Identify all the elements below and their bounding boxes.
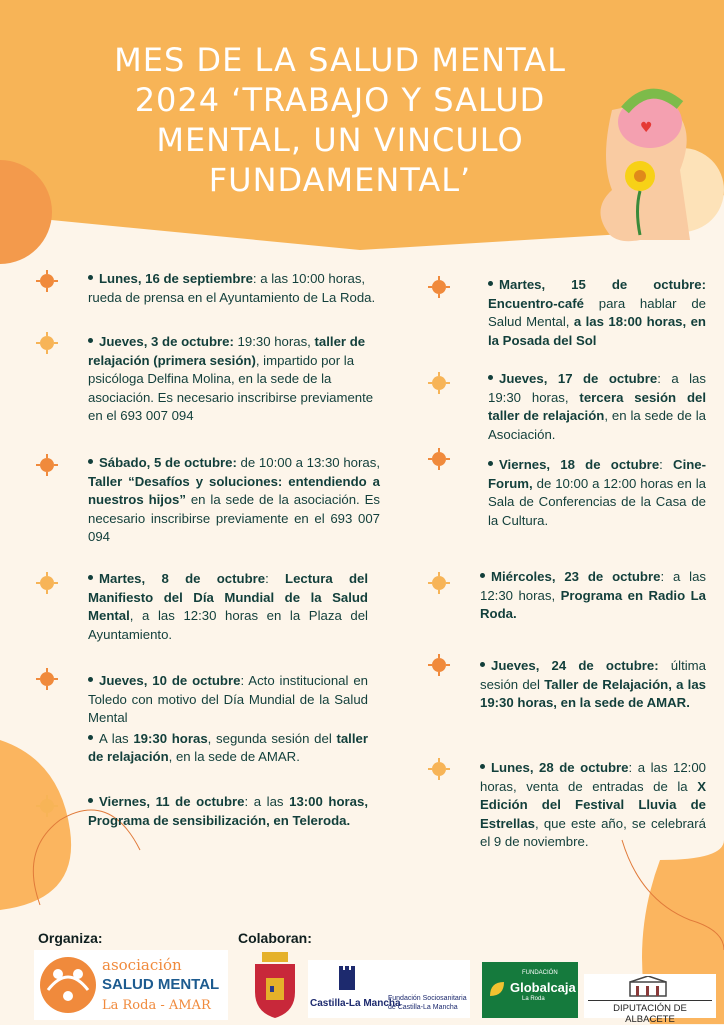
event-text: para hablar de Salud Mental, — [488, 295, 706, 330]
event-highlight: X Edición del Festival Lluvia de Estrellas — [480, 778, 706, 831]
event-date: Viernes, 11 de octubre — [99, 794, 245, 809]
event-highlight: Lectura del Manifiesto del Día Mundial de la Salud Mental — [88, 571, 369, 624]
building-icon — [628, 976, 668, 998]
event-text: , en la sede de AMAR. — [168, 749, 300, 765]
event-text: , impartido por la psicóloga Delfina Molina, en la sede de la asociación. Es necesario inscribirse previamente en el 693 007 094 — [88, 352, 374, 424]
event-date: Lunes, 16 de septiembre — [99, 271, 253, 286]
event-text: : — [265, 571, 286, 586]
sun-bullet-icon — [36, 454, 58, 476]
castle-icon — [336, 964, 358, 992]
sun-bullet-icon — [428, 758, 450, 780]
amar-people-icon — [38, 954, 98, 1016]
amar-line-2: SALUD MENTAL — [102, 976, 220, 993]
sun-bullet-icon — [36, 332, 58, 354]
event-date: Jueves, 3 de octubre: — [99, 334, 234, 349]
sun-bullet-icon — [36, 572, 58, 594]
event-text: , en la sede de la Asociación. — [488, 408, 706, 442]
organiza-label: Organiza: — [38, 930, 103, 946]
event-text: de 10:00 a 13:30 horas, — [236, 455, 380, 470]
event-text: A las — [99, 730, 134, 746]
event-highlight: a las 18:00 horas, en la Posada del Sol — [488, 314, 706, 348]
event-date: Jueves, 10 de octubre — [99, 673, 241, 688]
event-item — [488, 456, 706, 530]
event-date: Jueves, 24 de octubre: — [491, 658, 659, 673]
event-item — [88, 793, 368, 830]
event-item — [480, 568, 706, 624]
globalcaja-name: Globalcaja — [510, 980, 576, 995]
event-item — [488, 276, 706, 350]
event-date: Martes, 15 de octubre: Encuentro-café — [488, 277, 706, 311]
leaf-icon — [488, 980, 506, 998]
title-line-2: 2024 ‘TRABAJO Y SALUD — [134, 81, 546, 119]
event-date: Martes, 8 de octubre — [99, 571, 266, 586]
event-highlight: 13:00 horas, Programa de sensibilización, en Teleroda. — [88, 794, 368, 828]
event-text: : a las 19:30 horas, — [488, 371, 706, 405]
amar-logo — [34, 950, 228, 1020]
event-item — [88, 333, 380, 426]
event-highlight: Taller de Relajación, a las 19:30 horas, en la sede de AMAR. — [480, 676, 707, 711]
event-date: Viernes, 18 de octubre — [499, 457, 660, 472]
event-date: Jueves, 17 de octubre — [499, 371, 658, 386]
sun-bullet-icon — [428, 276, 450, 298]
svg-text:♥: ♥ — [640, 120, 653, 136]
globalcaja-logo — [482, 962, 578, 1018]
page-title — [70, 40, 610, 200]
event-item — [88, 454, 380, 547]
event-text: : a las 12:00 horas, venta de entradas de la — [480, 760, 706, 794]
sun-bullet-icon — [428, 448, 450, 470]
globalcaja-top: FUNDACIÓN — [522, 970, 558, 976]
diputacion-logo — [584, 974, 716, 1025]
colaboran-label: Colaboran: — [238, 930, 312, 946]
event-date: Sábado, 5 de octubre: — [99, 455, 237, 470]
sun-bullet-icon — [428, 572, 450, 594]
title-line-4: FUNDAMENTAL’ — [208, 161, 472, 199]
event-text: , segunda sesión del — [207, 730, 337, 746]
event-text: , a las 12:30 horas en la Plaza del Ayuntamiento. — [88, 608, 368, 642]
event-date: Lunes, 28 de octubre — [491, 760, 629, 775]
sun-bullet-icon — [36, 795, 58, 817]
event-item — [88, 270, 380, 307]
event-highlight: taller de relajación (primera sesión) — [88, 334, 366, 368]
amar-line-1: asociación — [102, 956, 182, 974]
sun-bullet-icon — [36, 668, 58, 690]
event-date: Miércoles, 23 de octubre — [491, 569, 661, 584]
clm-name: Castilla-La Mancha — [310, 998, 401, 1009]
title-line-3: MENTAL, UN VINCULO — [156, 121, 524, 159]
event-text: : a las 12:30 horas, — [480, 569, 706, 603]
event-item — [480, 759, 706, 852]
event-text: : — [659, 457, 674, 472]
clm-foundation: Fundación Sociosanitaria de Castilla-La Mancha — [388, 995, 467, 1011]
event-highlight: Taller “Desafíos y soluciones: entendiendo a nuestros hijos” — [88, 473, 380, 508]
event-text: última sesión del — [480, 658, 706, 692]
event-text: : Acto institucional en Toledo con motivo del Día Mundial de la Salud Mental — [88, 673, 368, 726]
globalcaja-sub: La Roda — [522, 996, 545, 1002]
castilla-la-mancha-logo — [308, 960, 470, 1018]
event-highlight: taller de relajación — [88, 730, 368, 765]
event-text: : a las — [244, 794, 290, 809]
event-highlight: tercera sesión del taller de relajación — [488, 389, 707, 424]
shield-icon — [250, 952, 300, 1020]
amar-line-3: La Roda - AMAR — [102, 998, 211, 1013]
event-text: , que este año, se celebrará el 9 de noviembre. — [480, 815, 706, 850]
sun-bullet-icon — [36, 270, 58, 292]
la-roda-shield-logo — [250, 952, 300, 1020]
event-highlight: Cine-Forum, — [488, 457, 707, 491]
event-item — [480, 657, 706, 713]
event-text: en la sede de la asociación. Es necesario inscribirse previamente en el 693 007 094 — [88, 492, 380, 545]
event-highlight: 19:30 horas — [133, 730, 208, 746]
event-item — [488, 370, 706, 444]
sun-bullet-icon — [428, 654, 450, 676]
diputacion-name: DIPUTACIÓN DE ALBACETE — [588, 1000, 712, 1025]
event-highlight: Programa en Radio La Roda. — [480, 587, 706, 622]
event-text: de 10:00 a 12:00 horas en la Sala de Conferencias de la Casa de la Cultura. — [488, 475, 706, 528]
title-line-1: MES DE LA SALUD MENTAL — [114, 41, 566, 79]
event-item — [88, 570, 368, 644]
sun-bullet-icon — [428, 372, 450, 394]
event-text: 19:30 horas, — [233, 334, 315, 349]
event-text: : a las 10:00 horas, rueda de prensa en el Ayuntamiento de La Roda. — [88, 271, 376, 305]
event-item — [88, 672, 368, 767]
